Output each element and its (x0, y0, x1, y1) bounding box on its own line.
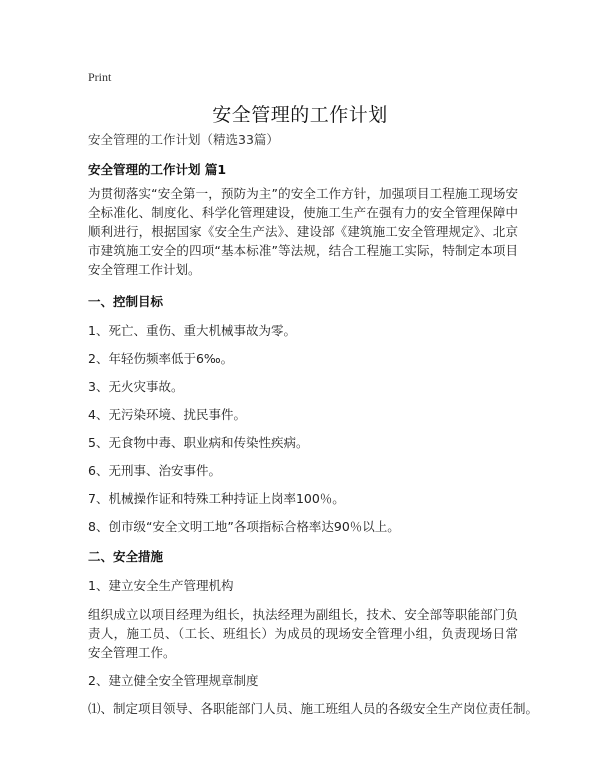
list-item: 8、创市级“安全文明工地”各项指标合格率达90％以上。 (88, 519, 400, 534)
intro-paragraph: 为贯彻落实“安全第一，预防为主”的安全工作方针，加强项目工程施工现场安全标准化、制度化、科学化管理建设，使施工生产在强有力的安全管理保障中顺利进行，根据国家《安全生产法》、建设部《建筑施工安全管理规定》、北京市建筑施工安全的四项“基本标准”等法规，结合工程施工实际，特制定本项目安全管理工作计划。 (88, 186, 518, 277)
list-item: 4、无污染环境、扰民事件。 (88, 407, 246, 422)
subsection-title: 1、建立安全生产管理机构 (88, 578, 234, 593)
section-heading-control-goals: 一、控制目标 (88, 294, 164, 309)
document-title: 安全管理的工作计划 (212, 104, 388, 126)
document-body (88, 130, 539, 719)
print-link[interactable]: Print (88, 70, 112, 84)
article-heading: 安全管理的工作计划 篇1 (88, 162, 227, 177)
subsection-paragraph: 组织成立以项目经理为组长，执法经理为副组长，技术、安全部等职能部门负责人，施工员、（工长、班组长）为成员的现场安全管理小组，负责现场日常安全管理工作。 (88, 607, 518, 660)
list-item: ⑴、制定项目领导、各职能部门人员、施工班组人员的各级安全生产岗位责任制。 (88, 701, 539, 716)
list-item: 1、死亡、重伤、重大机械事故为零。 (88, 323, 296, 338)
list-item: 7、机械操作证和特殊工种持证上岗率100％。 (88, 491, 345, 506)
list-item: 3、无火灾事故。 (88, 379, 184, 394)
list-item: 6、无刑事、治安事件。 (88, 463, 221, 478)
list-item: 2、年轻伤频率低于6‰。 (88, 351, 234, 366)
section-heading-safety-measures: 二、安全措施 (88, 549, 164, 564)
subsection-title: 2、建立健全安全管理规章制度 (88, 673, 259, 688)
list-item: 5、无食物中毒、职业病和传染性疾病。 (88, 435, 309, 450)
document-subtitle: 安全管理的工作计划（精选33篇） (88, 132, 279, 147)
